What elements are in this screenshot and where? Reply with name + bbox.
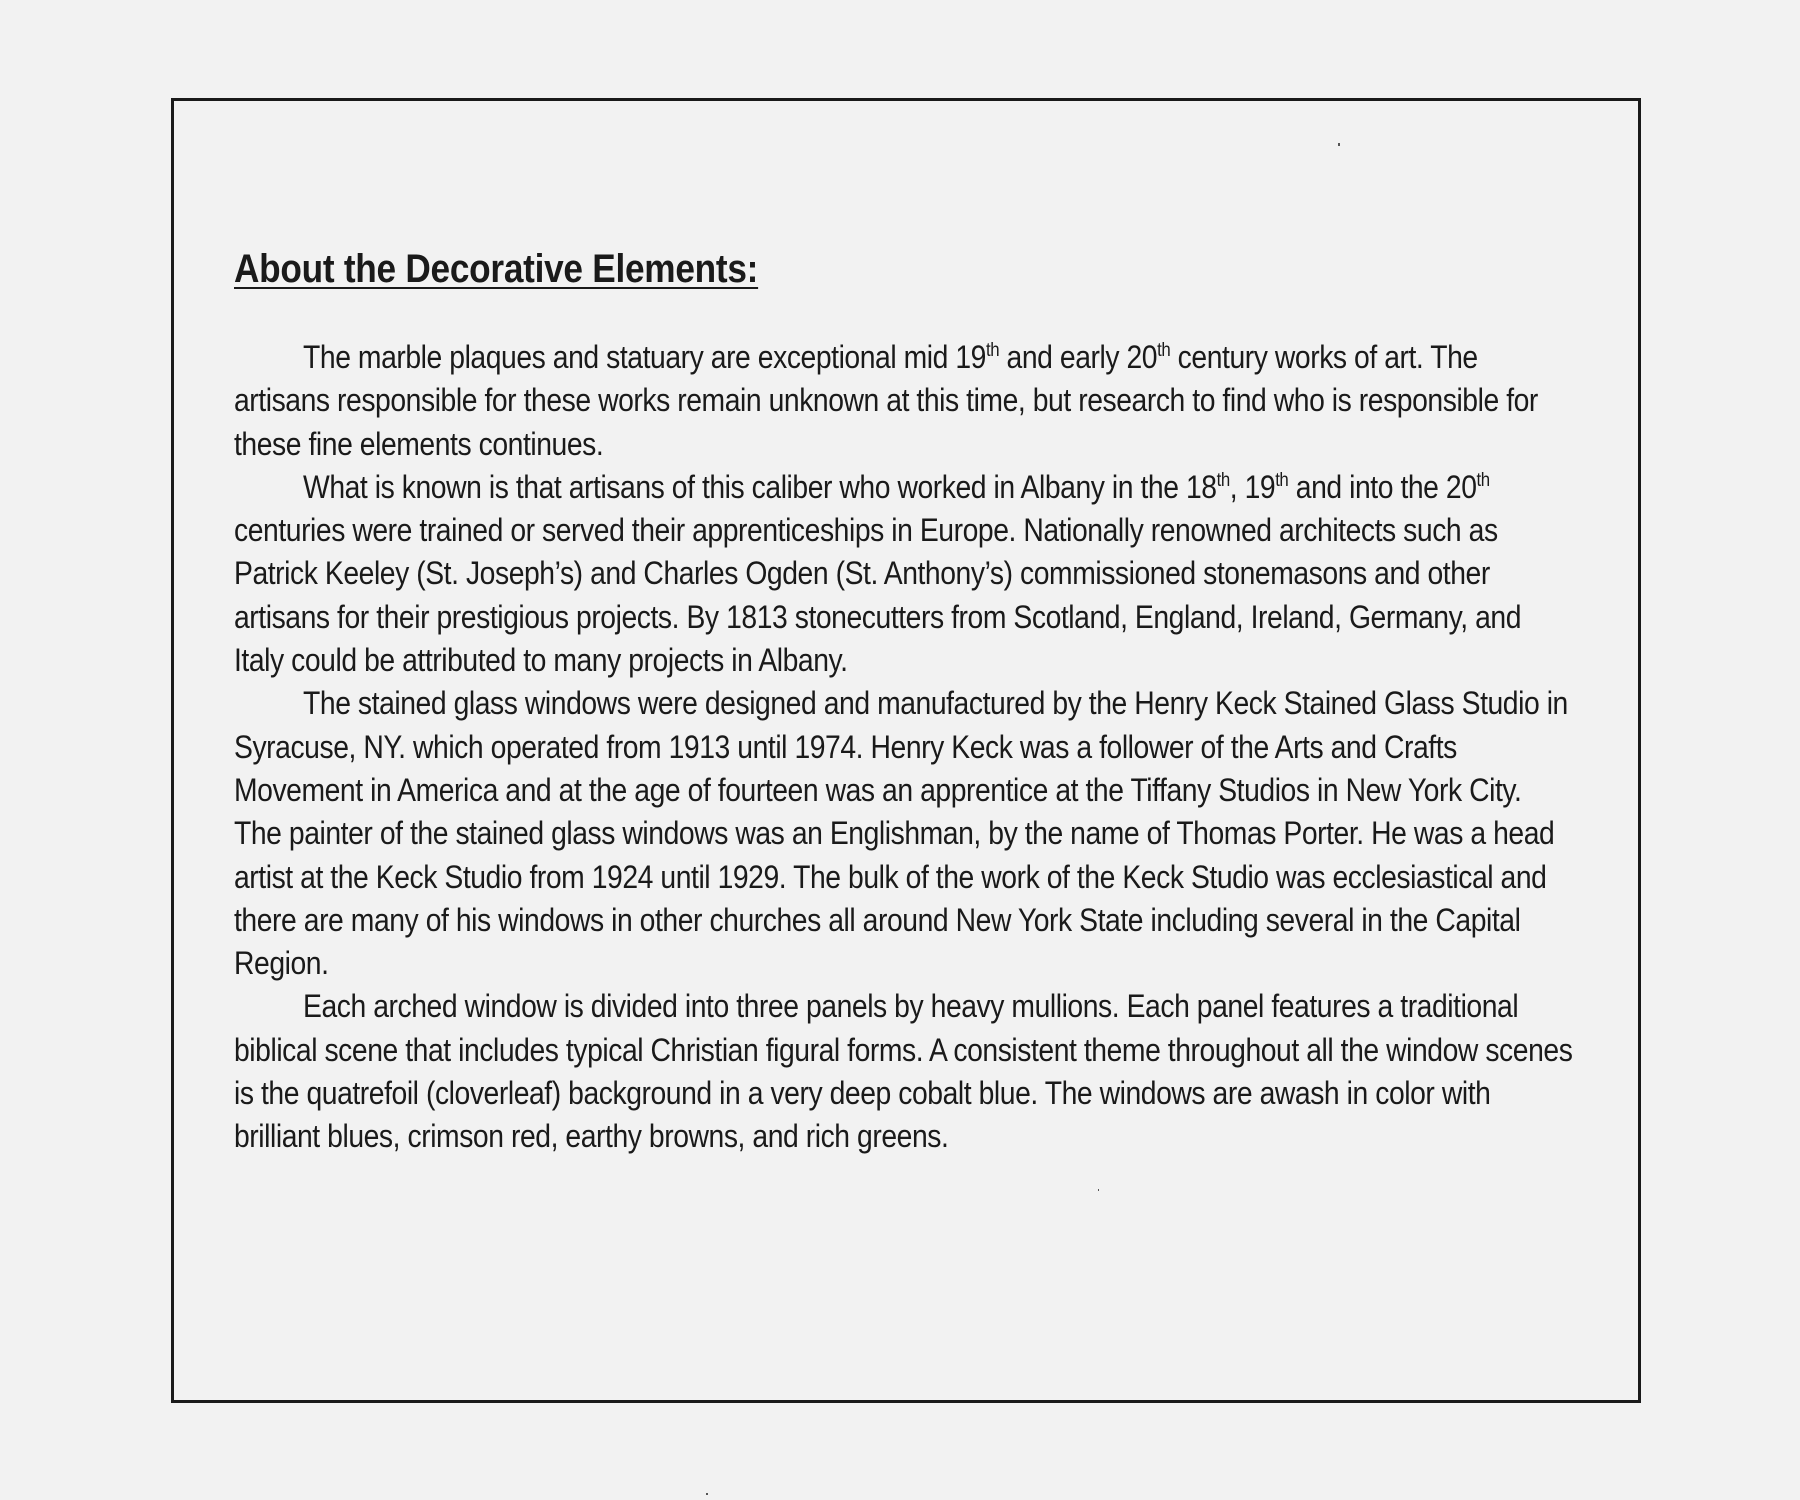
paragraph [234, 985, 1574, 1158]
document-title: About the Decorative Elements: [234, 247, 759, 291]
paragraph-text: century works of art. The artisans responsible for these works remain unknown at this time, but research to find who is responsible for these fine elements continues. [234, 339, 1538, 462]
paragraph [234, 682, 1574, 985]
ordinal-superscript: th [1157, 340, 1171, 361]
ordinal-superscript: th [1216, 469, 1230, 491]
ordinal-superscript: th [985, 340, 1000, 361]
paragraph-text: The marble plaques and statuary are exceptional mid 19 [303, 339, 986, 375]
paragraph-text: , 19 [1229, 468, 1276, 505]
scan-speck [706, 1493, 708, 1495]
paragraph [234, 466, 1574, 682]
scan-speck [1338, 143, 1340, 146]
scan-speck [1098, 1189, 1099, 1191]
document-frame [171, 98, 1641, 1403]
paragraph-text: What is known is that artisans of this caliber who worked in Albany in the 18 [303, 468, 1217, 505]
paragraph-text: and early 20 [999, 339, 1158, 375]
paragraph [234, 336, 1574, 466]
paragraph-text: centuries were trained or served their apprenticeships in Europe. Nationally renowned architects such as Patrick Keeley (St. Joseph’s) and Charles Ogden (St. Anthony’s) commissioned stonemasons and other artisans for their prestigious projects. By 1813 stonecutters from Scotland, England, Ireland, Germany, and Italy could be attributed to many projects in Albany. [234, 512, 1521, 679]
paragraph-text: The stained glass windows were designed and manufactured by the Henry Keck Stained Glass Studio in Syracuse, NY. which operated from 1913 until 1974. Henry Keck was a follower of the Arts and Crafts Movement in America and at the age of fourteen was an apprentice at the Tiffany Studios in New York City. The painter of the stained glass windows was an Englishman, by the name of Thomas Porter. He was a head artist at the Keck Studio from 1924 until 1929. The bulk of the work of the Keck Studio was ecclesiastical and there are many of his windows in other churches all around New York State including several in the Capital Region. [234, 685, 1568, 982]
document-content [234, 247, 1574, 1159]
paragraph-text: Each arched window is divided into three panels by heavy mullions. Each panel features a traditional biblical scene that includes typical Christian figural forms. A consistent theme throughout all the window scenes is the quatrefoil (cloverleaf) background in a very deep cobalt blue. The windows are awash in color with brilliant blues, crimson red, earthy browns, and rich greens. [234, 988, 1573, 1155]
ordinal-superscript: th [1476, 469, 1490, 491]
paragraph-text: and into the 20 [1288, 468, 1477, 505]
document-body [234, 336, 1574, 1159]
ordinal-superscript: th [1275, 469, 1289, 491]
